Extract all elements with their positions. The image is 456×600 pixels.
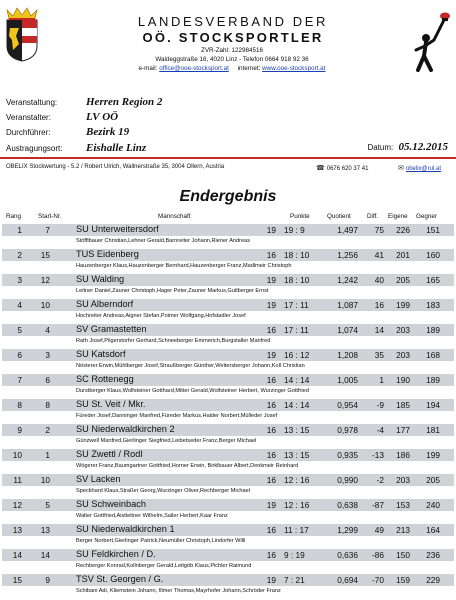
team-players: Walter Gottfried,Aistleitner Wilhelm,Sailer Herbert,Kaar Franz — [76, 513, 228, 519]
cell-punkte1: 16 — [266, 400, 276, 410]
internet-label: internet: — [237, 65, 261, 72]
table-row — [0, 524, 456, 549]
divider — [0, 157, 456, 159]
cell-punkte2: 19 : 9 — [284, 225, 305, 235]
durchfuehrer-label: Durchführer: — [6, 128, 51, 137]
cell-gegner: 168 — [426, 350, 440, 360]
cell-start: 13 — [40, 525, 50, 535]
col-eigene: Eigene — [388, 213, 408, 220]
org-name-line1: LANDESVERBAND DER — [137, 14, 329, 29]
table-row — [0, 399, 456, 424]
cell-gegner: 229 — [426, 575, 440, 585]
cell-diff: -13 — [372, 450, 384, 460]
col-start: Start-Nr. — [38, 213, 62, 220]
cell-eigene: 190 — [396, 375, 410, 385]
cell-quotient: 0,694 — [337, 575, 358, 585]
veranstalter-label: Veranstalter: — [6, 113, 51, 122]
veranstaltung-label: Veranstaltung: — [6, 98, 58, 107]
page-title: Endergebnis — [179, 188, 277, 205]
obelix-phone — [316, 164, 368, 172]
cell-start: 7 — [45, 225, 50, 235]
cell-team: SU Unterweitersdorf — [76, 224, 159, 234]
cell-team: SU Feldkirchen / D. — [76, 549, 156, 559]
cell-diff: -4 — [376, 425, 384, 435]
cell-punkte1: 16 — [266, 425, 276, 435]
cell-eigene: 186 — [396, 450, 410, 460]
team-players: Durstberger Klaus,Wolfsteiner Gotthard,Mitter Gerald,Wolfsteiner Herbert, Wurzinger Gottfried — [76, 388, 309, 394]
cell-rang: 15 — [12, 575, 22, 585]
cell-eigene: 203 — [396, 350, 410, 360]
cell-eigene: 213 — [396, 525, 410, 535]
cell-gegner: 240 — [426, 500, 440, 510]
cell-gegner: 151 — [426, 225, 440, 235]
table-row — [0, 449, 456, 474]
cell-start: 15 — [40, 250, 50, 260]
cell-team: SU Walding — [76, 274, 125, 284]
email-internet-line — [112, 64, 352, 73]
cell-diff: 1 — [379, 375, 384, 385]
team-players: Stöfflbauer Christian,Lehner Gerald,Barnreiter Johann,Riener Andreas — [76, 238, 251, 244]
cell-punkte2: 16 : 12 — [284, 350, 310, 360]
cell-rang: 3 — [17, 275, 22, 285]
cell-rang: 11 — [13, 475, 22, 485]
cell-punkte1: 16 — [266, 450, 276, 460]
cell-rang: 4 — [17, 300, 22, 310]
cell-eigene: 203 — [396, 475, 410, 485]
cell-gegner: 189 — [426, 375, 440, 385]
cell-quotient: 0,978 — [337, 425, 358, 435]
table-row — [0, 474, 456, 499]
email-link[interactable]: office@ooe-stocksport.at — [159, 65, 229, 72]
cell-rang: 12 — [12, 500, 22, 510]
cell-team: SV Lacken — [76, 474, 121, 484]
cell-punkte1: 19 — [266, 300, 276, 310]
cell-start: 6 — [45, 375, 50, 385]
cell-start: 12 — [40, 275, 50, 285]
durchfuehrer-value: Bezirk 19 — [86, 126, 130, 138]
cell-punkte1: 19 — [266, 500, 276, 510]
cell-diff: -87 — [372, 500, 384, 510]
cell-diff: 14 — [374, 325, 384, 335]
email-label: e-mail: — [138, 65, 158, 72]
cell-start: 2 — [45, 425, 50, 435]
col-mannschaft: Mannschaft — [158, 213, 191, 220]
cell-gegner: 181 — [426, 425, 440, 435]
cell-punkte2: 12 : 16 — [284, 475, 310, 485]
cell-start: 8 — [45, 400, 50, 410]
cell-eigene: 185 — [396, 400, 410, 410]
cell-punkte2: 18 : 10 — [284, 250, 310, 260]
team-players: Hauzenberger Klaus,Hauzenberger Bernhard,Hauzenberger Franz,Madlmeir Christoph — [76, 263, 292, 269]
phone-icon: ☎ — [316, 165, 325, 172]
cell-team: SU St. Veit / Mkr. — [76, 399, 146, 409]
cell-gegner: 205 — [426, 475, 440, 485]
cell-punkte1: 16 — [266, 250, 276, 260]
cell-punkte1: 19 — [266, 275, 276, 285]
table-row — [0, 274, 456, 299]
cell-start: 4 — [45, 325, 50, 335]
cell-quotient: 1,208 — [337, 350, 358, 360]
cell-team: TSV St. Georgen / G. — [76, 574, 164, 584]
table-row — [0, 299, 456, 324]
cell-punkte2: 18 : 10 — [284, 275, 310, 285]
team-players: Rath Josef,Pilgerstorfer Gerhard,Schneeberger Emmerich,Burgstaller Manfred — [76, 338, 271, 344]
table-row — [0, 424, 456, 449]
letterhead — [0, 0, 456, 90]
cell-punkte1: 16 — [266, 325, 276, 335]
team-players: Nösterer Erwin,Mühlberger Josef,Straußberger Günther,Weitersberger Johann,Koll Christian — [76, 363, 305, 369]
cell-punkte2: 7 : 21 — [284, 575, 305, 585]
cell-punkte1: 16 — [266, 375, 276, 385]
cell-punkte2: 13 : 15 — [284, 425, 310, 435]
obelix-email-address[interactable]: obelix@rul.at — [405, 166, 441, 172]
table-row — [0, 349, 456, 374]
col-quotient: Quotient — [327, 213, 351, 220]
cell-rang: 7 — [17, 375, 22, 385]
cell-punkte2: 9 : 19 — [284, 550, 305, 560]
cell-diff: -86 — [372, 550, 384, 560]
cell-quotient: 0,954 — [337, 400, 358, 410]
col-gegner: Gegner — [416, 213, 438, 220]
cell-team: SU Niederwaldkirchen 2 — [76, 424, 175, 434]
cell-punkte1: 19 — [266, 575, 276, 585]
team-players: Füreder Josef,Danninger Manfred,Füreder Markus,Haider Norbert,Mülleder Josef — [76, 413, 278, 419]
org-name-line2: OÖ. STOCKSPORTLER — [142, 30, 324, 45]
cell-punkte1: 16 — [266, 525, 276, 535]
cell-gegner: 164 — [426, 525, 440, 535]
team-players: Wögerer Franz,Baumgartner Gottfried,Horner Erwin, Birklbauer Albert,Denkmeir Reinhard — [76, 463, 299, 469]
team-players: Hochreiter Andreas,Aigner Stefan,Poimer Wolfgang,Hofstadler Josef — [76, 313, 246, 319]
team-players: Leitner Daniel,Zauner Christoph,Hager Peter,Zauner Markus,Gutlberger Ernst — [76, 288, 269, 294]
cell-diff: 41 — [374, 250, 384, 260]
cell-eigene: 201 — [396, 250, 410, 260]
address: Waldeggstraße 16, 4020 Linz - Telefon 0664 918 92 36 — [155, 56, 309, 63]
cell-quotient: 1,242 — [337, 275, 358, 285]
cell-rang: 5 — [17, 325, 22, 335]
cell-quotient: 0,636 — [337, 550, 358, 560]
cell-team: TUS Eidenberg — [76, 249, 139, 259]
team-players: Schibani Adi, Kliemstein Johann, Illmer Thomas,Mayrhofer Johann,Schröder Franz — [76, 588, 281, 594]
cell-punkte2: 12 : 16 — [284, 500, 310, 510]
cell-rang: 1 — [17, 225, 22, 235]
cell-eigene: 177 — [396, 425, 410, 435]
team-players: Günzwell Manfred,Gierlinger Siegfried,Leibetseder Franz,Berger Michael — [76, 438, 257, 444]
cell-punkte1: 19 — [266, 225, 276, 235]
coat-of-arms-icon — [4, 6, 40, 62]
obelix-phone-number: 0676 620 37 41 — [326, 166, 369, 172]
table-row — [0, 249, 456, 274]
cell-diff: 35 — [374, 350, 384, 360]
cell-rang: 14 — [12, 550, 22, 560]
table-row — [0, 374, 456, 399]
cell-team: SU Zwettl / Rodl — [76, 449, 143, 459]
cell-start: 3 — [45, 350, 50, 360]
cell-diff: 75 — [374, 225, 384, 235]
date-value: 05.12.2015 — [398, 141, 448, 153]
cell-punkte2: 17 : 11 — [284, 300, 309, 310]
cell-punkte2: 14 : 14 — [284, 375, 310, 385]
cell-eigene: 153 — [396, 500, 410, 510]
table-row — [0, 324, 456, 349]
table-row — [0, 549, 456, 574]
cell-team: SU Schweinbach — [76, 499, 146, 509]
table-row — [0, 574, 456, 599]
cell-start: 5 — [45, 500, 50, 510]
cell-quotient: 0,990 — [337, 475, 358, 485]
cell-quotient: 1,256 — [337, 250, 358, 260]
cell-rang: 8 — [17, 400, 22, 410]
cell-diff: -2 — [376, 475, 384, 485]
team-players: Berger Norbert,Gierlinger Patrick,Neumüller Christoph,Lindorfer Willi — [76, 538, 246, 544]
cell-gegner: 189 — [426, 325, 440, 335]
team-players: Speckhard Klaus,Straßer Georg,Wurzinger Oliver,Rechberger Michael — [76, 488, 250, 494]
obelix-credit: OBELIX Stockwertung - 5.2 / Robert Ulrich, Wallnerstraße 35, 3004 Ollern, Austria — [6, 164, 225, 170]
date-label: Datum: — [367, 143, 394, 152]
cell-punkte1: 19 — [266, 350, 276, 360]
cell-gegner: 183 — [426, 300, 440, 310]
cell-punkte2: 14 : 14 — [284, 400, 310, 410]
cell-team: SU Katsdorf — [76, 349, 126, 359]
cell-punkte1: 16 — [266, 550, 276, 560]
cell-punkte2: 17 : 11 — [284, 325, 309, 335]
cell-gegner: 160 — [426, 250, 440, 260]
cell-start: 9 — [45, 575, 50, 585]
date-block — [367, 141, 448, 153]
col-punkte: Punkte — [290, 213, 310, 220]
cell-eigene: 205 — [396, 275, 410, 285]
cell-quotient: 1,074 — [337, 325, 358, 335]
cell-team: SV Gramastetten — [76, 324, 147, 334]
cell-gegner: 194 — [426, 400, 440, 410]
col-diff: Diff. — [367, 213, 379, 220]
cell-start: 10 — [40, 300, 50, 310]
cell-quotient: 1,299 — [337, 525, 358, 535]
cell-quotient: 1,005 — [337, 375, 358, 385]
cell-diff: 49 — [374, 525, 384, 535]
cell-quotient: 1,497 — [337, 225, 358, 235]
mail-icon: ✉ — [398, 165, 404, 172]
obelix-email[interactable] — [398, 164, 441, 172]
ort-label: Austragungsort: — [6, 144, 63, 153]
veranstaltung-value: Herren Region 2 — [86, 96, 163, 108]
cell-quotient: 1,087 — [337, 300, 358, 310]
cell-start: 1 — [45, 450, 50, 460]
cell-diff: 40 — [374, 275, 384, 285]
zvr-number: ZVR-Zahl: 122984516 — [201, 47, 263, 54]
cell-start: 14 — [40, 550, 50, 560]
cell-diff: 16 — [374, 300, 384, 310]
team-players: Rechberger Konrad,Kollnberger Gerald,Leitgöb Klaus,Pichler Raimund — [76, 563, 252, 569]
cell-diff: -9 — [376, 400, 384, 410]
cell-rang: 2 — [17, 250, 22, 260]
cell-eigene: 150 — [396, 550, 410, 560]
cell-rang: 10 — [12, 450, 22, 460]
cell-rang: 13 — [12, 525, 22, 535]
cell-diff: -70 — [372, 575, 384, 585]
cell-eigene: 159 — [396, 575, 410, 585]
cell-gegner: 199 — [426, 450, 440, 460]
cell-punkte1: 16 — [266, 475, 276, 485]
cell-eigene: 203 — [396, 325, 410, 335]
cell-punkte2: 13 : 15 — [284, 450, 310, 460]
cell-team: SU Niederwaldkirchen 1 — [76, 524, 175, 534]
table-row — [0, 499, 456, 524]
internet-link[interactable]: www.ooe-stocksport.at — [262, 65, 326, 72]
veranstalter-value: LV OÖ — [86, 111, 119, 123]
col-rang: Rang — [6, 213, 22, 220]
contact-block — [112, 46, 352, 73]
cell-eigene: 226 — [396, 225, 410, 235]
cell-start: 10 — [40, 475, 50, 485]
cell-eigene: 199 — [396, 300, 410, 310]
table-row — [0, 224, 456, 249]
cell-team: SU Alberndorf — [76, 299, 134, 309]
cell-rang: 9 — [17, 425, 22, 435]
cell-punkte2: 11 : 17 — [284, 525, 309, 535]
cell-team: SC Rottenegg — [76, 374, 134, 384]
stocksport-player-icon — [404, 8, 454, 78]
table-header — [0, 212, 456, 224]
cell-quotient: 0,935 — [337, 450, 358, 460]
cell-gegner: 165 — [426, 275, 440, 285]
ort-value: Eishalle Linz — [86, 142, 147, 154]
cell-quotient: 0,638 — [337, 500, 358, 510]
cell-rang: 6 — [17, 350, 22, 360]
cell-gegner: 236 — [426, 550, 440, 560]
